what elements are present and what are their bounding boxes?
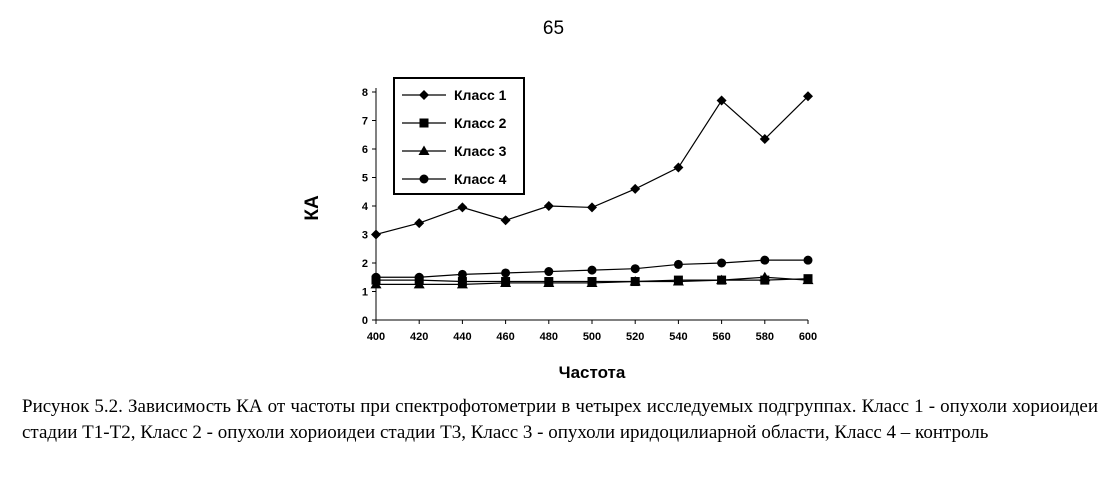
y-tick-label: 3 <box>361 229 368 242</box>
legend-marker-4 <box>420 175 429 184</box>
legend-marker-2 <box>420 119 429 128</box>
line-chart <box>280 68 840 388</box>
legend-label-1: Класс 1 <box>454 87 507 103</box>
figure-caption: Рисунок 5.2. Зависимость КА от частоты при спектрофотометрии в четырех исследуемых подгруппах. Класс 1 - опухоли хориоидеи стадии Т1-Т2, Класс 2 - опухоли хориоидеи стадии Т3, Класс 3 - опухоли иридоцилиарной области, Класс 4 – контроль <box>22 396 1098 443</box>
data-point-series-1 <box>457 202 467 212</box>
y-tick-label: 8 <box>361 87 368 99</box>
data-point-series-4 <box>415 273 424 282</box>
data-point-series-1 <box>414 218 424 228</box>
data-point-series-4 <box>372 273 381 282</box>
data-point-series-4 <box>544 267 553 276</box>
data-point-series-4 <box>804 256 813 265</box>
y-tick-label: 7 <box>361 115 368 128</box>
data-point-series-1 <box>501 215 511 225</box>
x-tick-label: 460 <box>496 331 515 343</box>
x-tick-label: 540 <box>669 331 688 343</box>
x-tick-label: 420 <box>410 331 429 343</box>
data-point-series-1 <box>587 202 597 212</box>
data-point-series-4 <box>501 268 510 277</box>
legend-label-3: Класс 3 <box>454 143 507 159</box>
data-point-series-4 <box>588 266 597 275</box>
y-tick-label: 4 <box>361 201 368 213</box>
data-point-series-4 <box>458 270 467 279</box>
data-point-series-4 <box>760 256 769 265</box>
data-point-series-4 <box>717 259 726 268</box>
y-tick-label: 0 <box>361 315 368 327</box>
data-point-series-1 <box>630 184 640 194</box>
x-tick-label: 580 <box>755 331 774 343</box>
x-tick-label: 560 <box>712 331 731 343</box>
x-axis-label: Частота <box>558 363 626 382</box>
page-number: 65 <box>542 18 565 39</box>
x-tick-label: 600 <box>798 331 818 343</box>
x-tick-label: 400 <box>366 331 386 343</box>
data-point-series-1 <box>544 201 554 211</box>
x-tick-label: 500 <box>582 331 602 343</box>
data-point-series-1 <box>371 230 381 240</box>
y-tick-label: 2 <box>361 258 368 270</box>
data-point-series-4 <box>631 264 640 273</box>
x-tick-label: 440 <box>453 331 472 343</box>
data-point-series-4 <box>674 260 683 269</box>
chart-svg <box>280 68 840 388</box>
data-point-series-1 <box>673 163 683 173</box>
x-tick-label: 480 <box>539 331 558 343</box>
y-tick-label: 5 <box>361 172 368 185</box>
legend-label-2: Класс 2 <box>454 115 507 131</box>
legend-label-4: Класс 4 <box>454 171 507 187</box>
y-tick-label: 1 <box>361 286 368 299</box>
x-tick-label: 520 <box>626 331 645 343</box>
y-axis-label: КА <box>302 195 323 221</box>
y-tick-label: 6 <box>361 144 368 156</box>
